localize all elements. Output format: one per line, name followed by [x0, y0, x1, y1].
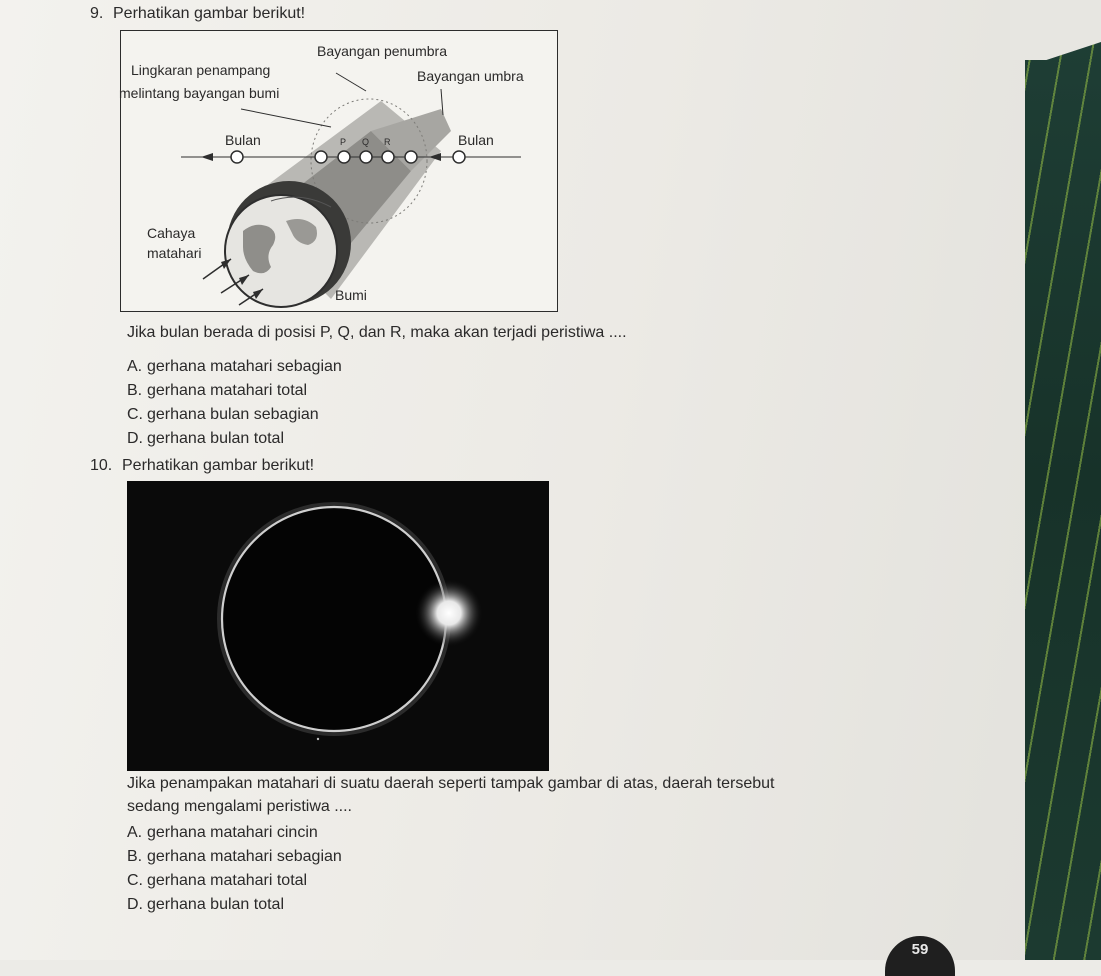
background-cloth	[1025, 0, 1101, 960]
option-letter: D.	[127, 896, 143, 913]
moon-right	[453, 151, 465, 163]
q9-option-c[interactable]	[127, 406, 319, 424]
q9-option-a[interactable]	[127, 358, 342, 376]
label-cross-section-1: Lingkaran penampang	[131, 62, 271, 78]
page-number: 59	[885, 936, 955, 976]
moon-position-5	[405, 151, 417, 163]
q10-option-c[interactable]	[127, 872, 307, 890]
option-letter: C.	[127, 406, 143, 423]
option-text: gerhana matahari sebagian	[147, 848, 342, 865]
option-letter: B.	[127, 382, 143, 399]
label-r: R	[384, 137, 391, 147]
moon-position-1	[315, 151, 327, 163]
solar-eclipse-photo	[127, 481, 549, 771]
label-cross-section-2: melintang bayangan bumi	[119, 85, 280, 101]
eclipse-diagram	[120, 30, 558, 312]
q9-option-d[interactable]	[127, 430, 284, 448]
option-text: gerhana matahari total	[147, 382, 308, 399]
option-letter: D.	[127, 430, 143, 447]
q10-option-b[interactable]	[127, 848, 342, 866]
moon-position-p	[338, 151, 350, 163]
option-text: gerhana matahari total	[147, 872, 308, 889]
question-9-text: Jika bulan berada di posisi P, Q, dan R, maka akan terjadi peristiwa ....	[127, 324, 627, 341]
question-10-instruction: Perhatikan gambar berikut!	[122, 457, 315, 474]
earth	[225, 195, 337, 307]
option-text: gerhana bulan total	[147, 430, 284, 447]
label-q: Q	[362, 137, 370, 147]
cross-section-pointer	[241, 109, 331, 127]
option-text: gerhana bulan total	[147, 896, 284, 913]
question-10-text-line1: Jika penampakan matahari di suatu daerah seperti tampak gambar di atas, daerah tersebut	[127, 775, 775, 792]
label-umbra: Bayangan umbra	[417, 68, 524, 84]
eclipse-photo-svg	[127, 481, 549, 771]
option-letter: A.	[127, 824, 143, 841]
moon-position-q	[360, 151, 372, 163]
label-sunlight-2: matahari	[147, 245, 202, 261]
option-letter: B.	[127, 848, 143, 865]
question-9-instruction: Perhatikan gambar berikut!	[113, 5, 306, 22]
option-letter: A.	[127, 358, 143, 375]
question-9-number: 9.	[90, 5, 104, 22]
label-penumbra: Bayangan penumbra	[317, 43, 447, 59]
moon-left	[231, 151, 243, 163]
option-text: gerhana matahari cincin	[147, 824, 318, 841]
option-letter: C.	[127, 872, 143, 889]
label-moon-left: Bulan	[225, 132, 261, 148]
label-sunlight-1: Cahaya	[147, 225, 196, 241]
option-text: gerhana matahari sebagian	[147, 358, 342, 375]
q10-option-d[interactable]	[127, 896, 284, 914]
option-text: gerhana bulan sebagian	[147, 406, 319, 423]
moon-disk	[222, 507, 446, 731]
label-earth: Bumi	[335, 287, 367, 303]
question-10-number: 10.	[90, 457, 113, 474]
label-p: P	[340, 137, 347, 147]
label-moon-right: Bulan	[458, 132, 494, 148]
star-dot	[317, 738, 319, 740]
q9-option-b[interactable]	[127, 382, 307, 400]
q10-option-a[interactable]	[127, 824, 318, 842]
moon-position-r	[382, 151, 394, 163]
orbit-arrow-left	[201, 153, 213, 161]
penumbra-pointer	[336, 73, 366, 91]
diamond-ring-flare	[415, 579, 483, 647]
question-10-text-line2: sedang mengalami peristiwa ....	[127, 798, 352, 815]
